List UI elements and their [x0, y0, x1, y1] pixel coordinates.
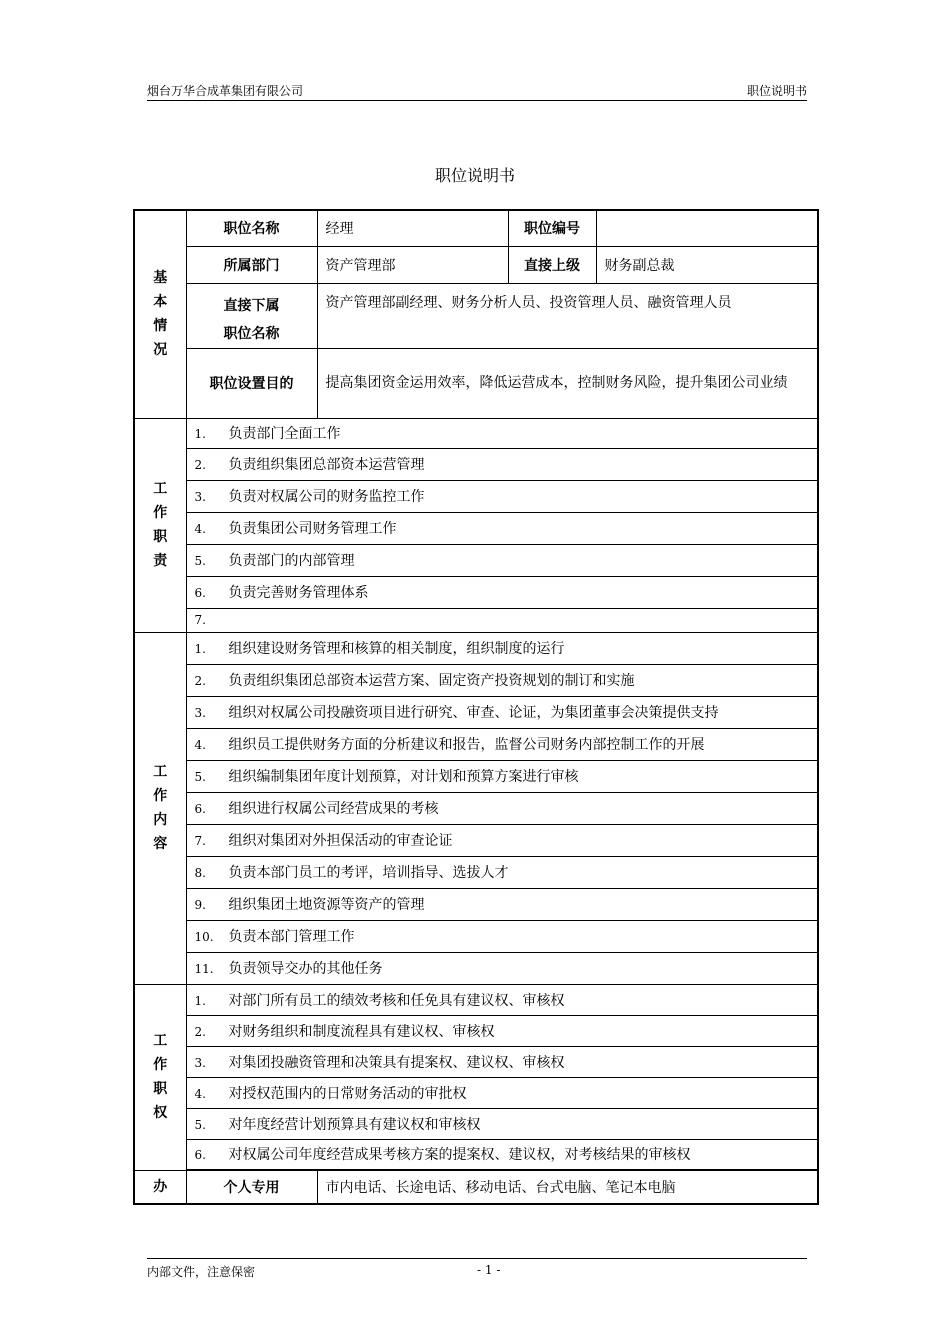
- section-basic: 基 本 情 况: [134, 210, 186, 418]
- department-value: 资产管理部: [317, 246, 508, 283]
- list-item: 6. 组织进行权属公司经营成果的考核: [186, 792, 818, 824]
- list-item: 5. 对年度经营计划预算具有建议权和审核权: [186, 1108, 818, 1139]
- list-item: 10. 负责本部门管理工作: [186, 920, 818, 952]
- subordinates-value: 资产管理部副经理、财务分析人员、投资管理人员、融资管理人员: [317, 283, 818, 348]
- list-item: 2. 对财务组织和制度流程具有建议权、审核权: [186, 1015, 818, 1046]
- department-label: 所属部门: [186, 246, 317, 283]
- list-item: 7. 组织对集团对外担保活动的审查论证: [186, 824, 818, 856]
- purpose-value: 提高集团资金运用效率，降低运营成本，控制财务风险，提升集团公司业绩: [317, 348, 818, 418]
- section-content: 工 作 内 容: [134, 632, 186, 984]
- list-item: 5. 负责部门的内部管理: [186, 544, 818, 576]
- subordinates-label-line1: 直接下属: [223, 297, 280, 314]
- list-item: 1. 对部门所有员工的绩效考核和任免具有建议权、审核权: [186, 984, 818, 1015]
- list-item: 1. 负责部门全面工作: [186, 418, 818, 448]
- page-footer: [147, 1258, 807, 1279]
- superior-value: 财务副总裁: [596, 246, 818, 283]
- list-item: 4. 对授权范围内的日常财务活动的审批权: [186, 1077, 818, 1108]
- list-item: 7.: [186, 608, 818, 632]
- subordinates-label-line2: 职位名称: [223, 325, 280, 342]
- list-item: 8. 负责本部门员工的考评，培训指导、选拔人才: [186, 856, 818, 888]
- list-item: 3. 组织对权属公司投融资项目进行研究、审查、论证，为集团董事会决策提供支持: [186, 696, 818, 728]
- list-item: 3. 负责对权属公司的财务监控工作: [186, 480, 818, 512]
- position-code-value: [596, 210, 818, 246]
- position-name-label: 职位名称: [186, 210, 317, 246]
- list-item: 2. 负责组织集团总部资本运营管理: [186, 448, 818, 480]
- list-item: 2. 负责组织集团总部资本运营方案、固定资产投资规划的制订和实施: [186, 664, 818, 696]
- page-number: - 1 -: [477, 1263, 501, 1277]
- company-name: 烟台万华合成革集团有限公司: [147, 84, 304, 98]
- list-item: 4. 负责集团公司财务管理工作: [186, 512, 818, 544]
- confidential-note: 内部文件，注意保密: [147, 1265, 256, 1279]
- position-name-value: 经理: [317, 210, 508, 246]
- position-code-label: 职位编号: [508, 210, 596, 246]
- job-description-table: [133, 209, 819, 1205]
- list-item: 6. 负责完善财务管理体系: [186, 576, 818, 608]
- list-item: 5. 组织编制集团年度计划预算，对计划和预算方案进行审核: [186, 760, 818, 792]
- list-item: 6. 对权属公司年度经营成果考核方案的提案权、建议权，对考核结果的审核权: [186, 1139, 818, 1170]
- list-item: 4. 组织员工提供财务方面的分析建议和报告，监督公司财务内部控制工作的开展: [186, 728, 818, 760]
- section-duties: 工 作 职 责: [134, 418, 186, 632]
- subordinates-label: [186, 283, 317, 348]
- list-item: 11. 负责领导交办的其他任务: [186, 952, 818, 984]
- list-item: 9. 组织集团土地资源等资产的管理: [186, 888, 818, 920]
- purpose-label: 职位设置目的: [186, 348, 317, 418]
- section-office: 办: [134, 1170, 186, 1204]
- document-title: 职位说明书: [434, 166, 515, 185]
- superior-label: 直接上级: [508, 246, 596, 283]
- page-header: [147, 82, 807, 101]
- personal-use-label: 个人专用: [186, 1170, 317, 1204]
- list-item: 3. 对集团投融资管理和决策具有提案权、建议权、审核权: [186, 1046, 818, 1077]
- section-authority: 工 作 职 权: [134, 984, 186, 1170]
- personal-use-value: 市内电话、长途电话、移动电话、台式电脑、笔记本电脑: [317, 1170, 818, 1204]
- list-item: 1. 组织建设财务管理和核算的相关制度，组织制度的运行: [186, 632, 818, 664]
- header-doc-type: 职位说明书: [746, 84, 807, 98]
